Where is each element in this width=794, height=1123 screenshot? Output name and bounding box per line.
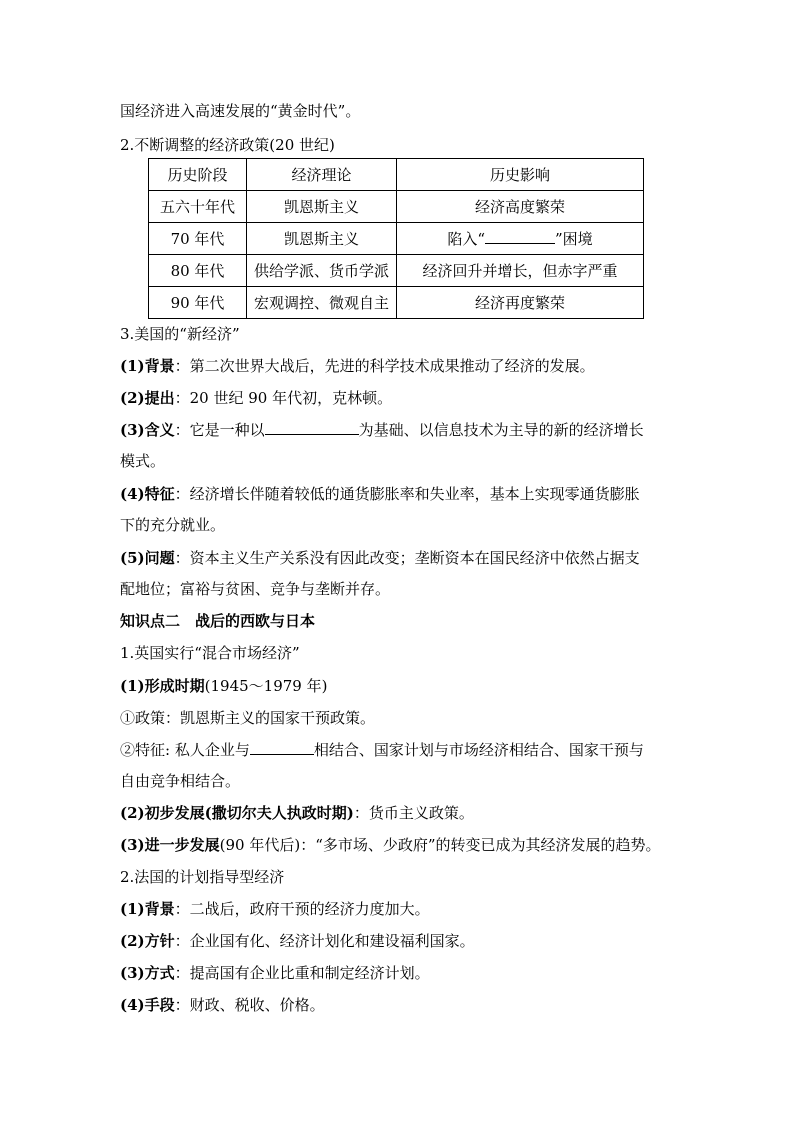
item-label: (5)问题 <box>120 549 175 567</box>
table-cell: 经济回升并增长，但赤字严重 <box>397 255 644 287</box>
uk-initial-development <box>120 803 474 823</box>
item-label: (3)进一步发展 <box>120 836 220 854</box>
uk-characteristics <box>120 740 644 760</box>
item-text: ①政策：凯恩斯主义的国家干预政策。 <box>120 709 376 727</box>
item-problems <box>120 548 640 568</box>
france-heading <box>120 867 284 887</box>
item-text: 自由竞争相结合。 <box>120 772 241 790</box>
table-row <box>149 287 644 319</box>
uk-heading-text: 1.英国实行“混合市场经济” <box>120 644 300 662</box>
item-text: 下的充分就业。 <box>120 516 226 534</box>
item-label: (2)初步发展(撒切尔夫人执政时期) <box>120 804 354 822</box>
item-text: 为基础、以信息技术为主导的新的经济增长 <box>358 421 644 439</box>
item-background <box>120 356 595 376</box>
item-text: ②特征: 私人企业与 <box>120 741 250 759</box>
item-text: (90 年代后)：“多市场、少政府”的转变已成为其经济发展的趋势。 <box>219 836 661 854</box>
table-cell: 凯恩斯主义 <box>247 223 397 255</box>
table-cell: 70 年代 <box>149 223 247 255</box>
item-label: (3)方式 <box>120 964 175 982</box>
item-label: (2)提出 <box>120 389 175 407</box>
france-background <box>120 899 430 919</box>
table-cell: 经济再度繁荣 <box>397 287 644 319</box>
table-cell: 80 年代 <box>149 255 247 287</box>
france-method <box>120 963 430 983</box>
item-meaning <box>120 420 644 440</box>
item-problems-continued <box>120 579 390 599</box>
table-cell: 五六十年代 <box>149 191 247 223</box>
table-cell: 90 年代 <box>149 287 247 319</box>
item-meaning-continued <box>120 451 165 471</box>
intro-line <box>120 101 360 121</box>
uk-further-development <box>120 835 661 855</box>
table-header-row <box>149 159 644 191</box>
uk-policy <box>120 708 375 728</box>
item-text: ：财政、税收、价格。 <box>174 996 325 1014</box>
answer-blank <box>485 229 555 244</box>
uk-characteristics-continued <box>120 771 240 791</box>
knowledge-point-text: 知识点二 战后的西欧与日本 <box>120 612 316 630</box>
intro-text: 国经济进入高速发展的“黄金时代”。 <box>120 102 361 120</box>
france-means <box>120 995 325 1015</box>
table-row <box>149 255 644 287</box>
item-label: (1)背景 <box>120 900 175 918</box>
table-header-cell: 历史影响 <box>397 159 644 191</box>
section-heading-new-economy <box>120 324 240 344</box>
table-cell: 经济高度繁荣 <box>397 191 644 223</box>
item-proposal <box>120 388 392 408</box>
item-label: (3)含义 <box>120 421 175 439</box>
item-label: (1)背景 <box>120 357 175 375</box>
item-text: ：企业国有化、经济计划化和建设福利国家。 <box>174 932 475 950</box>
item-label: (2)方针 <box>120 932 175 950</box>
item-text: ：提高国有企业比重和制定经济计划。 <box>174 964 430 982</box>
economic-policy-table <box>148 158 644 319</box>
table-cell: 凯恩斯主义 <box>247 191 397 223</box>
item-label: (4)手段 <box>120 996 175 1014</box>
table-cell: 宏观调控、微观自主 <box>247 287 397 319</box>
item-text: ：二战后，政府干预的经济力度加大。 <box>174 900 430 918</box>
policy-heading-text: 2.不断调整的经济政策(20 世纪) <box>120 136 335 154</box>
table-header-cell: 历史阶段 <box>149 159 247 191</box>
item-text: ：20 世纪 90 年代初，克林顿。 <box>174 389 393 407</box>
item-text: 配地位；富裕与贫困、竞争与垄断并存。 <box>120 580 391 598</box>
item-features-continued <box>120 515 225 535</box>
cell-text-suffix: ”困境 <box>555 229 593 248</box>
item-label: (1)形成时期 <box>120 677 205 695</box>
item-text: ：货币主义政策。 <box>353 804 474 822</box>
france-guideline <box>120 931 475 951</box>
item-text: ：第二次世界大战后，先进的科学技术成果推动了经济的发展。 <box>174 357 595 375</box>
item-text: 模式。 <box>120 452 166 470</box>
table-header-cell: 经济理论 <box>247 159 397 191</box>
section-heading-policy <box>120 135 335 155</box>
uk-heading <box>120 643 300 663</box>
answer-blank <box>265 420 359 435</box>
item-text: 相结合、国家计划与市场经济相结合、国家干预与 <box>313 741 644 759</box>
item-text: ：它是一种以 <box>174 421 265 439</box>
table-cell: 供给学派、货币学派 <box>247 255 397 287</box>
knowledge-point-heading <box>120 611 315 631</box>
table-cell-fill-blank <box>397 223 644 255</box>
uk-formation-period <box>120 676 327 696</box>
table-row <box>149 223 644 255</box>
item-text: ：资本主义生产关系没有因此改变；垄断资本在国民经济中依然占据支 <box>174 549 640 567</box>
answer-blank <box>250 740 314 755</box>
item-label: (4)特征 <box>120 485 175 503</box>
item-text: ：经济增长伴随着较低的通货膨胀率和失业率，基本上实现零通货膨胀 <box>174 485 640 503</box>
new-economy-heading-text: 3.美国的“新经济” <box>120 325 240 343</box>
item-text: (1945～1979 年) <box>204 677 328 695</box>
item-features <box>120 484 640 504</box>
table-row <box>149 191 644 223</box>
cell-text-prefix: 陷入“ <box>447 229 485 248</box>
france-heading-text: 2.法国的计划指导型经济 <box>120 868 285 886</box>
